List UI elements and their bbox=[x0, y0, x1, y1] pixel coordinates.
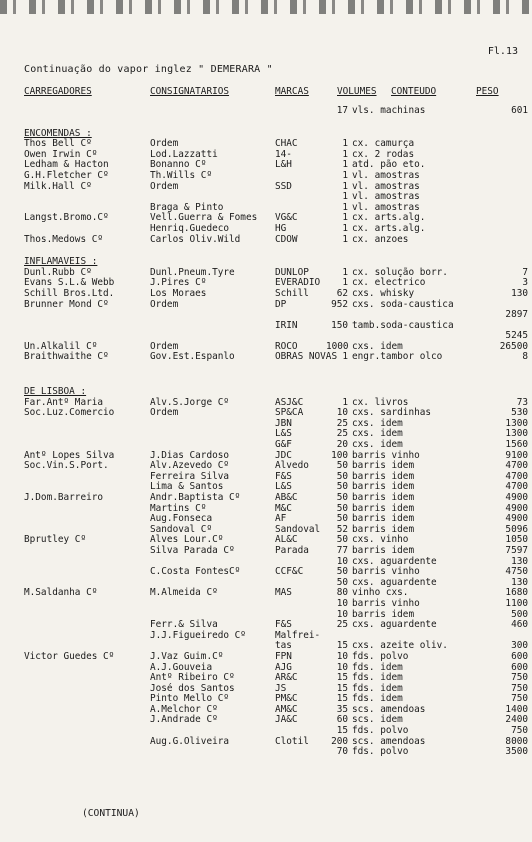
cell-c5: scs. amendoas bbox=[352, 735, 426, 747]
cell-c3: Clotil bbox=[275, 735, 309, 747]
table-row bbox=[0, 213, 532, 224]
table-row bbox=[0, 504, 532, 515]
cell-c3: AJG bbox=[275, 661, 292, 673]
cell-c4: 15 bbox=[336, 725, 348, 737]
cell-c4: 15 bbox=[336, 682, 348, 694]
cell-c6: 600 bbox=[511, 661, 528, 673]
cell-c1: Langst.Bromo.Cº bbox=[24, 212, 109, 224]
cell-c1: Antº Lopes Silva bbox=[24, 449, 115, 461]
cell-c2: Aug.Fonseca bbox=[150, 513, 213, 525]
cell-c5: fds. polvo bbox=[352, 725, 409, 737]
cell-c6: 7597 bbox=[505, 544, 528, 556]
cell-c5: cxs. aguardente bbox=[352, 576, 437, 588]
cell-c3: AF bbox=[275, 513, 287, 525]
cell-c3: M&C bbox=[275, 502, 292, 514]
cell-c5: cx. livros bbox=[352, 396, 409, 408]
cell-c3: L&H bbox=[275, 159, 292, 171]
cell-c3: F&S bbox=[275, 619, 292, 631]
cell-c4: 1 bbox=[342, 201, 348, 213]
table-row bbox=[0, 289, 532, 300]
cell-c3: Malfrei- bbox=[275, 629, 321, 641]
table-row bbox=[0, 747, 532, 758]
table-row bbox=[0, 737, 532, 748]
cell-c4: 77 bbox=[336, 544, 348, 556]
cell-c4: 25 bbox=[336, 428, 348, 440]
table-row bbox=[0, 472, 532, 483]
cell-c6: 300 bbox=[511, 640, 528, 652]
cell-c2: Alv.S.Jorge Cº bbox=[150, 396, 230, 408]
cell-c3: AR&C bbox=[275, 672, 298, 684]
table-row bbox=[0, 408, 532, 419]
cell-c6: 2897 bbox=[505, 309, 528, 321]
cell-c5: barris vinho bbox=[352, 449, 420, 461]
cell-c2: Vell.Guerra & Fomes bbox=[150, 212, 258, 224]
row-spacer bbox=[0, 363, 532, 375]
cell-c2: Henriq.Guedeco bbox=[150, 222, 230, 234]
table-row bbox=[0, 235, 532, 246]
cell-c4: 62 bbox=[336, 287, 348, 299]
cell-c5: fds. idem bbox=[352, 682, 403, 694]
manifest-rows bbox=[0, 106, 532, 758]
cell-c5: cxs. idem bbox=[352, 417, 403, 429]
cell-c3: SP&CA bbox=[275, 407, 304, 419]
cell-c5: barris idem bbox=[352, 544, 415, 556]
cell-c2: Gov.Est.Espanlo bbox=[150, 351, 235, 363]
cell-c5: cxs. azeite oliv. bbox=[352, 640, 448, 652]
cell-c2: J.Andrade Cº bbox=[150, 714, 218, 726]
table-row bbox=[0, 224, 532, 235]
cell-c6: 7 bbox=[522, 266, 528, 278]
row-spacer bbox=[0, 117, 532, 129]
cell-c2: A.Melchor Cº bbox=[150, 703, 218, 715]
cell-c4: 50 bbox=[336, 513, 348, 525]
cell-c4: 1 bbox=[342, 138, 348, 150]
cell-c4: 1 bbox=[342, 277, 348, 289]
cell-c2: Los Moraes bbox=[150, 287, 207, 299]
cell-c4: 50 bbox=[336, 492, 348, 503]
cell-c6: 4900 bbox=[505, 492, 528, 503]
cell-c1: Ledham & Hacton bbox=[24, 159, 109, 171]
cell-c5: engr.tambor olco bbox=[352, 351, 443, 363]
cell-c2: Alves Lour.Cº bbox=[150, 534, 224, 546]
cell-c3: 14- bbox=[275, 148, 292, 160]
cell-c4: 100 bbox=[331, 449, 348, 461]
table-row bbox=[0, 567, 532, 578]
cell-c4: 10 bbox=[336, 555, 348, 567]
cell-c4: 25 bbox=[336, 417, 348, 429]
table-row bbox=[0, 419, 532, 430]
cell-c3: IRIN bbox=[275, 319, 298, 331]
cell-c5: cxs. sardinhas bbox=[352, 407, 432, 419]
cell-c5: barris idem bbox=[352, 502, 415, 514]
cell-c5: cxs. aguardente bbox=[352, 619, 437, 631]
cell-c3: VG&C bbox=[275, 212, 298, 224]
cell-c6: 4700 bbox=[505, 470, 528, 482]
cell-c4: 15 bbox=[336, 693, 348, 705]
cell-c4: 10 bbox=[336, 661, 348, 673]
cell-c2: Ordem bbox=[150, 340, 179, 352]
table-row bbox=[0, 652, 532, 663]
col-header-carregadores: CARREGADORES bbox=[24, 86, 92, 97]
cell-c5: cx. arts.alg. bbox=[352, 212, 426, 224]
cell-c1: M.Saldanha Cº bbox=[24, 587, 98, 599]
cell-c6: 73 bbox=[516, 396, 528, 408]
cell-c6: 750 bbox=[511, 725, 528, 737]
cell-c4: 1 bbox=[342, 233, 348, 245]
cell-c2: José dos Santos bbox=[150, 682, 235, 694]
cell-c3: SSD bbox=[275, 180, 292, 192]
cell-c5: cxs. idem bbox=[352, 340, 403, 352]
cell-c4: 50 bbox=[336, 470, 348, 482]
table-row bbox=[0, 171, 532, 182]
cell-c6: 130 bbox=[511, 576, 528, 588]
cell-c2: J.Pires Cº bbox=[150, 277, 207, 289]
cell-c2: Ordem bbox=[150, 138, 179, 150]
table-row bbox=[0, 684, 532, 695]
cell-c5: barris vinho bbox=[352, 597, 420, 609]
table-row bbox=[0, 610, 532, 621]
table-row bbox=[0, 557, 532, 568]
cell-c4: 80 bbox=[336, 587, 348, 599]
cell-c4: 25 bbox=[336, 619, 348, 631]
cell-c2: J.J.Figueiredo Cº bbox=[150, 629, 246, 641]
cell-c2: Sandoval Cº bbox=[150, 523, 213, 535]
cell-c4: 50 bbox=[336, 566, 348, 578]
cell-c6: 4750 bbox=[505, 566, 528, 578]
cell-c3: AB&C bbox=[275, 492, 298, 503]
cell-c3: HG bbox=[275, 222, 287, 234]
cell-c4: 50 bbox=[336, 460, 348, 472]
table-row bbox=[0, 599, 532, 610]
cell-c5: scs. idem bbox=[352, 714, 403, 726]
cell-c3: OBRAS NOVAS bbox=[275, 351, 338, 363]
cell-c5: vinho cxs. bbox=[352, 587, 409, 599]
cell-c6: 4900 bbox=[505, 513, 528, 525]
cell-c6: 4700 bbox=[505, 460, 528, 472]
cell-c1: Evans S.L.& Webb bbox=[24, 277, 115, 289]
table-row bbox=[0, 631, 532, 642]
cell-c3: L&S bbox=[275, 428, 292, 440]
cell-c5: fds. polvo bbox=[352, 746, 409, 758]
cell-c3: Parada bbox=[275, 544, 309, 556]
cell-c5: cx. electrico bbox=[352, 277, 426, 289]
cell-c3: AL&C bbox=[275, 534, 298, 546]
col-header-marcas: MARCAS bbox=[275, 86, 309, 97]
cell-c4: 10 bbox=[336, 407, 348, 419]
cell-c6: 530 bbox=[511, 407, 528, 419]
scan-edge-noise bbox=[0, 0, 532, 14]
cell-c6: 4700 bbox=[505, 481, 528, 493]
cell-c4: 1 bbox=[342, 148, 348, 160]
cell-c1: Thos.Medows Cº bbox=[24, 233, 104, 245]
cell-c5: cxs. idem bbox=[352, 428, 403, 440]
cell-c4: 1 bbox=[342, 266, 348, 278]
cell-c5: fds. idem bbox=[352, 672, 403, 684]
cell-c5: cx. camurça bbox=[352, 138, 415, 150]
cell-c2: J.Dias Cardoso bbox=[150, 449, 230, 461]
cell-c1: Un.Alkalil Cº bbox=[24, 340, 98, 352]
page-heading: Continuação do vapor inglez " DEMERARA " bbox=[24, 64, 273, 75]
cell-c4: 50 bbox=[336, 534, 348, 546]
cell-c4: 15 bbox=[336, 672, 348, 684]
cell-c4: 1 bbox=[342, 180, 348, 192]
cell-c3: DUNLOP bbox=[275, 266, 309, 278]
cell-c4: 50 bbox=[336, 502, 348, 514]
cell-c4: 1 bbox=[342, 159, 348, 171]
cell-c2: Pinto Mello Cº bbox=[150, 693, 230, 705]
cell-c4: 1 bbox=[342, 169, 348, 181]
cell-c2: Silva Parada Cº bbox=[150, 544, 235, 556]
cell-c6: 1560 bbox=[505, 439, 528, 451]
cell-c2: Ferr.& Silva bbox=[150, 619, 218, 631]
cell-c3: CHAC bbox=[275, 138, 298, 150]
continued-footer: (CONTINUA) bbox=[82, 808, 140, 819]
cell-c5: barris idem bbox=[352, 523, 415, 535]
table-row bbox=[0, 673, 532, 684]
cell-c2: Lod.Lazzatti bbox=[150, 148, 218, 160]
cell-c3: tas bbox=[275, 640, 292, 652]
cell-c5: vl. amostras bbox=[352, 201, 420, 213]
cell-c4: 150 bbox=[331, 319, 348, 331]
cell-c2: Th.Wills Cº bbox=[150, 169, 213, 181]
table-row bbox=[0, 352, 532, 363]
cell-c5: barris idem bbox=[352, 513, 415, 525]
cell-c1: Braithwaithe Cº bbox=[24, 351, 109, 363]
cell-c4: 1 bbox=[342, 212, 348, 224]
cell-c3: EVERADIO bbox=[275, 277, 321, 289]
cell-c2: Bonanno Cº bbox=[150, 159, 207, 171]
cell-c6: 1100 bbox=[505, 597, 528, 609]
col-header-volumes: VOLUMES bbox=[337, 86, 377, 97]
cell-c5: cx. anzoes bbox=[352, 233, 409, 245]
cell-c2: Braga & Pinto bbox=[150, 201, 224, 213]
cell-c1: Soc.Luz.Comercio bbox=[24, 407, 115, 419]
cell-c2: Aug.G.Oliveira bbox=[150, 735, 230, 747]
cell-c4: 1 bbox=[342, 191, 348, 203]
cell-c6: 130 bbox=[511, 287, 528, 299]
cell-c6: 26500 bbox=[499, 340, 528, 352]
cell-c1: Thos Bell Cº bbox=[24, 138, 92, 150]
cell-c6: 1680 bbox=[505, 587, 528, 599]
cell-c4: 35 bbox=[336, 703, 348, 715]
cell-c4: 1 bbox=[342, 351, 348, 363]
cell-c3: JBN bbox=[275, 417, 292, 429]
cell-c4: 50 bbox=[336, 576, 348, 588]
cell-c5: tamb.soda-caustica bbox=[352, 319, 454, 331]
cell-c3: L&S bbox=[275, 481, 292, 493]
cell-c6: 4900 bbox=[505, 502, 528, 514]
cell-c4: 15 bbox=[336, 640, 348, 652]
cell-c6: 5096 bbox=[505, 523, 528, 535]
cell-c6: 2400 bbox=[505, 714, 528, 726]
cell-c5: fds. idem bbox=[352, 661, 403, 673]
cell-c5: vl. amostras bbox=[352, 180, 420, 192]
cell-c2: Ordem bbox=[150, 180, 179, 192]
table-row bbox=[0, 546, 532, 557]
cell-c2: Martins Cº bbox=[150, 502, 207, 514]
table-row bbox=[0, 535, 532, 546]
cell-c4: 10 bbox=[336, 650, 348, 662]
table-row bbox=[0, 461, 532, 472]
cell-c1: Brunner Mond Cº bbox=[24, 298, 109, 310]
table-row bbox=[0, 705, 532, 716]
cell-c6: 8000 bbox=[505, 735, 528, 747]
cell-c1: DE LISBOA : bbox=[24, 386, 87, 398]
cell-c5: barris idem bbox=[352, 470, 415, 482]
cell-c3: G&F bbox=[275, 439, 292, 451]
cell-c6: 460 bbox=[511, 619, 528, 631]
table-row bbox=[0, 620, 532, 631]
cell-c4: 200 bbox=[331, 735, 348, 747]
cell-c3: MAS bbox=[275, 587, 292, 599]
cell-c1: Bprutley Cº bbox=[24, 534, 87, 546]
cell-c2: Carlos Oliv.Wild bbox=[150, 233, 241, 245]
cell-c3: FPN bbox=[275, 650, 292, 662]
table-row bbox=[0, 321, 532, 332]
cell-c4: 20 bbox=[336, 439, 348, 451]
cell-c1: Milk.Hall Cº bbox=[24, 180, 92, 192]
cell-c4: 52 bbox=[336, 523, 348, 535]
table-row bbox=[0, 192, 532, 203]
cell-c6: 8 bbox=[522, 351, 528, 363]
cell-c1: Owen Irwin Cº bbox=[24, 148, 98, 160]
cell-c6: 1050 bbox=[505, 534, 528, 546]
table-row bbox=[0, 694, 532, 705]
cell-c5: barris idem bbox=[352, 481, 415, 493]
cell-c5: vl. amostras bbox=[352, 169, 420, 181]
cell-c5: cx. solução borr. bbox=[352, 266, 448, 278]
cell-c4: 50 bbox=[336, 481, 348, 493]
table-row bbox=[0, 182, 532, 193]
cell-c4: 1000 bbox=[326, 340, 349, 352]
cell-c5: vl. amostras bbox=[352, 191, 420, 203]
cell-c3: ASJ&C bbox=[275, 396, 304, 408]
cell-c5: atd. pão eto. bbox=[352, 159, 426, 171]
cell-c4: 10 bbox=[336, 597, 348, 609]
cell-c4: 952 bbox=[331, 298, 348, 310]
cell-c6: 1400 bbox=[505, 703, 528, 715]
cell-c3: JS bbox=[275, 682, 287, 694]
cell-c5: fds. polvo bbox=[352, 650, 409, 662]
cell-c5: vls. machinas bbox=[352, 105, 426, 116]
cell-c6: 9100 bbox=[505, 449, 528, 461]
cell-c6: 750 bbox=[511, 672, 528, 684]
cell-c4: 1 bbox=[342, 396, 348, 408]
cell-c3: CDOW bbox=[275, 233, 298, 245]
cell-c3: CCF&C bbox=[275, 566, 304, 578]
cell-c5: cx. 2 rodas bbox=[352, 148, 415, 160]
cell-c5: cxs. idem bbox=[352, 439, 403, 451]
cell-c2: M.Almeida Cº bbox=[150, 587, 218, 599]
cell-c6: 1300 bbox=[505, 428, 528, 440]
cell-c3: PM&C bbox=[275, 693, 298, 705]
cell-c1: ENCOMENDAS : bbox=[24, 127, 92, 139]
table-row bbox=[0, 493, 532, 504]
cell-c1: INFLAMAVEIS : bbox=[24, 256, 98, 268]
cell-c6: 3 bbox=[522, 277, 528, 289]
table-row bbox=[0, 715, 532, 726]
cell-c1: Far.Antº Maria bbox=[24, 396, 104, 408]
cell-c2: Ordem bbox=[150, 298, 179, 310]
table-row bbox=[0, 726, 532, 737]
cell-c2: Alv.Azevedo Cº bbox=[150, 460, 230, 472]
table-row bbox=[0, 663, 532, 674]
cell-c3: AM&C bbox=[275, 703, 298, 715]
cell-c2: J.Vaz Guim.Cº bbox=[150, 650, 224, 662]
cell-c6: 1300 bbox=[505, 417, 528, 429]
cell-c4: 60 bbox=[336, 714, 348, 726]
cell-c6: 601 bbox=[511, 105, 528, 116]
table-row bbox=[0, 429, 532, 440]
cell-c5: cxs. vinho bbox=[352, 534, 409, 546]
cell-c1: Soc.Vin.S.Port. bbox=[24, 460, 109, 472]
cell-c4: 1 bbox=[342, 222, 348, 234]
cell-c1: G.H.Fletcher Cº bbox=[24, 169, 109, 181]
cell-c6: 750 bbox=[511, 693, 528, 705]
cell-c4: 70 bbox=[336, 746, 348, 758]
cell-c5: scs. amendoas bbox=[352, 703, 426, 715]
folio-number: Fl.13 bbox=[487, 46, 518, 57]
table-row bbox=[0, 106, 532, 117]
cell-c1: Dunl.Rubb Cº bbox=[24, 266, 92, 278]
cell-c5: barris idem bbox=[352, 460, 415, 472]
cell-c5: fds. idem bbox=[352, 693, 403, 705]
cell-c2: Lima & Santos bbox=[150, 481, 224, 493]
cell-c2: Ferreira Silva bbox=[150, 470, 230, 482]
cell-c3: Sandoval bbox=[275, 523, 321, 535]
cell-c3: JDC bbox=[275, 449, 292, 461]
cell-c3: Alvedo bbox=[275, 460, 309, 472]
cell-c5: barris vinho bbox=[352, 566, 420, 578]
cell-c2: Ordem bbox=[150, 407, 179, 419]
col-header-peso: PESO bbox=[476, 86, 499, 97]
cell-c2: Dunl.Pneum.Tyre bbox=[150, 266, 235, 278]
cell-c3: ROCO bbox=[275, 340, 298, 352]
cell-c5: cxs. whisky bbox=[352, 287, 415, 299]
cell-c3: JA&C bbox=[275, 714, 298, 726]
cell-c6: 750 bbox=[511, 682, 528, 694]
cell-c3: Schill bbox=[275, 287, 309, 299]
cell-c5: cx. arts.alg. bbox=[352, 222, 426, 234]
cell-c4: 17 bbox=[336, 105, 348, 116]
table-row bbox=[0, 514, 532, 525]
cell-c5: cxs. soda-caustica bbox=[352, 298, 454, 310]
cell-c6: 500 bbox=[511, 608, 528, 620]
cell-c1: Victor Guedes Cº bbox=[24, 650, 115, 662]
cell-c6: 600 bbox=[511, 650, 528, 662]
cell-c3: F&S bbox=[275, 470, 292, 482]
cell-c4: 10 bbox=[336, 608, 348, 620]
col-header-conteudo: CONTEUDO bbox=[391, 86, 437, 97]
cell-c5: barris idem bbox=[352, 608, 415, 620]
cell-c2: Antº Ribeiro Cº bbox=[150, 672, 235, 684]
cell-c3: DP bbox=[275, 298, 287, 310]
cell-c2: C.Costa FontesCº bbox=[150, 566, 241, 578]
cell-c2: A.J.Gouveia bbox=[150, 661, 213, 673]
cell-c1: Schill Bros.Ltd. bbox=[24, 287, 115, 299]
cell-c5: cxs. aguardente bbox=[352, 555, 437, 567]
cell-c6: 130 bbox=[511, 555, 528, 567]
table-row bbox=[0, 588, 532, 599]
cell-c1: J.Dom.Barreiro bbox=[24, 492, 104, 503]
cell-c6: 5245 bbox=[505, 330, 528, 342]
col-header-consignatarios: CONSIGNATARIOS bbox=[150, 86, 230, 97]
cell-c2: Andr.Baptista Cº bbox=[150, 492, 241, 503]
cell-c5: barris idem bbox=[352, 492, 415, 503]
table-row bbox=[0, 300, 532, 311]
cell-c6: 3500 bbox=[505, 746, 528, 758]
